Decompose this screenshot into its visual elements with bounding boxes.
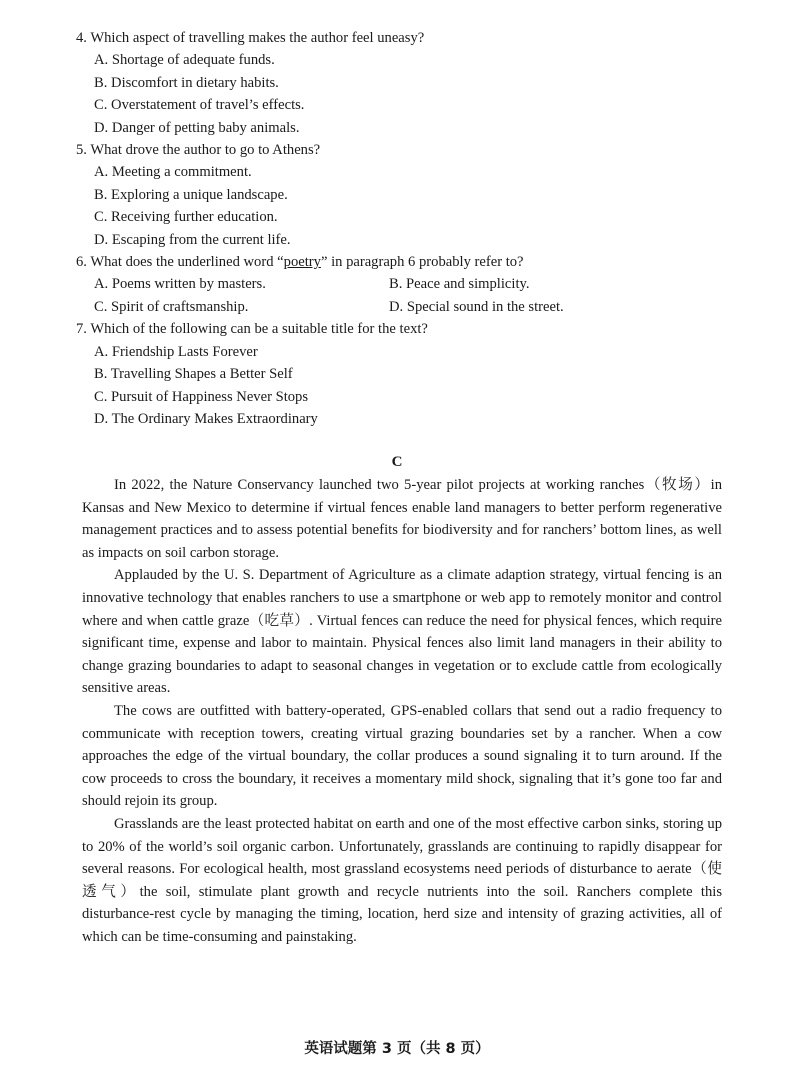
option-d: D. Danger of petting baby animals. <box>94 119 300 136</box>
question-stem: 4. Which aspect of travelling makes the author feel uneasy? <box>76 30 425 46</box>
option-b: B. Exploring a unique landscape. <box>94 186 288 203</box>
option-a: A. Friendship Lasts Forever <box>94 343 258 360</box>
option-b: B. Discomfort in dietary habits. <box>94 74 279 91</box>
stem-pre: 6. What does the underlined word “ <box>76 254 284 271</box>
reading-passage <box>82 474 722 948</box>
question-6 <box>76 251 736 318</box>
underlined-word: poetry <box>283 254 321 271</box>
question-stem: 7. Which of the following can be a suitable title for the text? <box>76 321 428 338</box>
paragraph: In 2022, the Nature Conservancy launched two 5-year pilot projects at working ranches（牧场）in Kansas and New Mexico to determine if virtual fences enable land managers to better perform regenerative management practices and to assess potential benefits for biodiversity and for ranchers’ bottom lines, as well as impacts on soil carbon storage. <box>82 477 722 561</box>
option-a: A. Meeting a commitment. <box>94 164 252 181</box>
question-4 <box>76 27 736 139</box>
question-stem <box>76 251 736 273</box>
option-d: D. Special sound in the street. <box>389 298 564 315</box>
page-footer: 英语试题第 3 页（共 8 页） <box>304 1041 490 1057</box>
question-list <box>76 27 736 430</box>
option-d: D. Escaping from the current life. <box>94 231 291 248</box>
option-row <box>76 273 736 295</box>
option-c: C. Pursuit of Happiness Never Stops <box>94 388 309 405</box>
option-d: D. The Ordinary Makes Extraordinary <box>94 410 318 427</box>
option-b: B. Travelling Shapes a Better Self <box>94 366 293 383</box>
option-a: A. Shortage of adequate funds. <box>94 52 275 69</box>
stem-post: ” in paragraph 6 probably refer to? <box>320 254 524 271</box>
option-row <box>76 296 736 318</box>
option-b: B. Peace and simplicity. <box>389 276 530 293</box>
paragraph: Grasslands are the least protected habitat on earth and one of the most effective carbon sinks, storing up to 20% of the world’s soil organic carbon. Unfortunately, grasslands are continuing to rapidly disappear for several reasons. For ecological health, most grassland ecosystems need periods of disturbance to aerate（使透气）the soil, stimulate plant growth and recycle nutrients into the soil. Ranchers complete this disturbance-rest cycle by managing the timing, location, herd size and intensity of grazing activities, all of which can be time-consuming and painstaking. <box>82 815 722 945</box>
question-7 <box>76 318 736 430</box>
option-c: C. Spirit of craftsmanship. <box>94 298 249 315</box>
paragraph: The cows are outfitted with battery-operated, GPS-enabled collars that send out a radio frequency to communicate with reception towers, creating virtual grazing boundaries set by a rancher. When a cow approaches the edge of the virtual boundary, the collar produces a sound signaling it to turn around. If the cow proceeds to cross the boundary, it receives a momentary mild shock, signaling that it’s gone too far and should rejoin its group. <box>82 702 722 810</box>
option-c: C. Overstatement of travel’s effects. <box>94 97 305 114</box>
option-c: C. Receiving further education. <box>94 209 278 226</box>
option-a: A. Poems written by masters. <box>94 276 266 293</box>
section-heading: C <box>391 454 403 470</box>
paragraph: Applauded by the U. S. Department of Agriculture as a climate adaption strategy, virtual fencing is an innovative technology that enables ranchers to use a smartphone or web app to remotely monitor and control where and when cattle graze（吃草）. Virtual fences can reduce the need for physical fences, which require significant time, expense and labor to maintain. Physical fences also limit land managers in their ability to change grazing boundaries to adapt to seasonal changes in vegetation or to exclude cattle from ecologically sensitive areas. <box>82 567 722 697</box>
question-5 <box>76 139 736 251</box>
question-stem: 5. What drove the author to go to Athens? <box>76 142 321 159</box>
